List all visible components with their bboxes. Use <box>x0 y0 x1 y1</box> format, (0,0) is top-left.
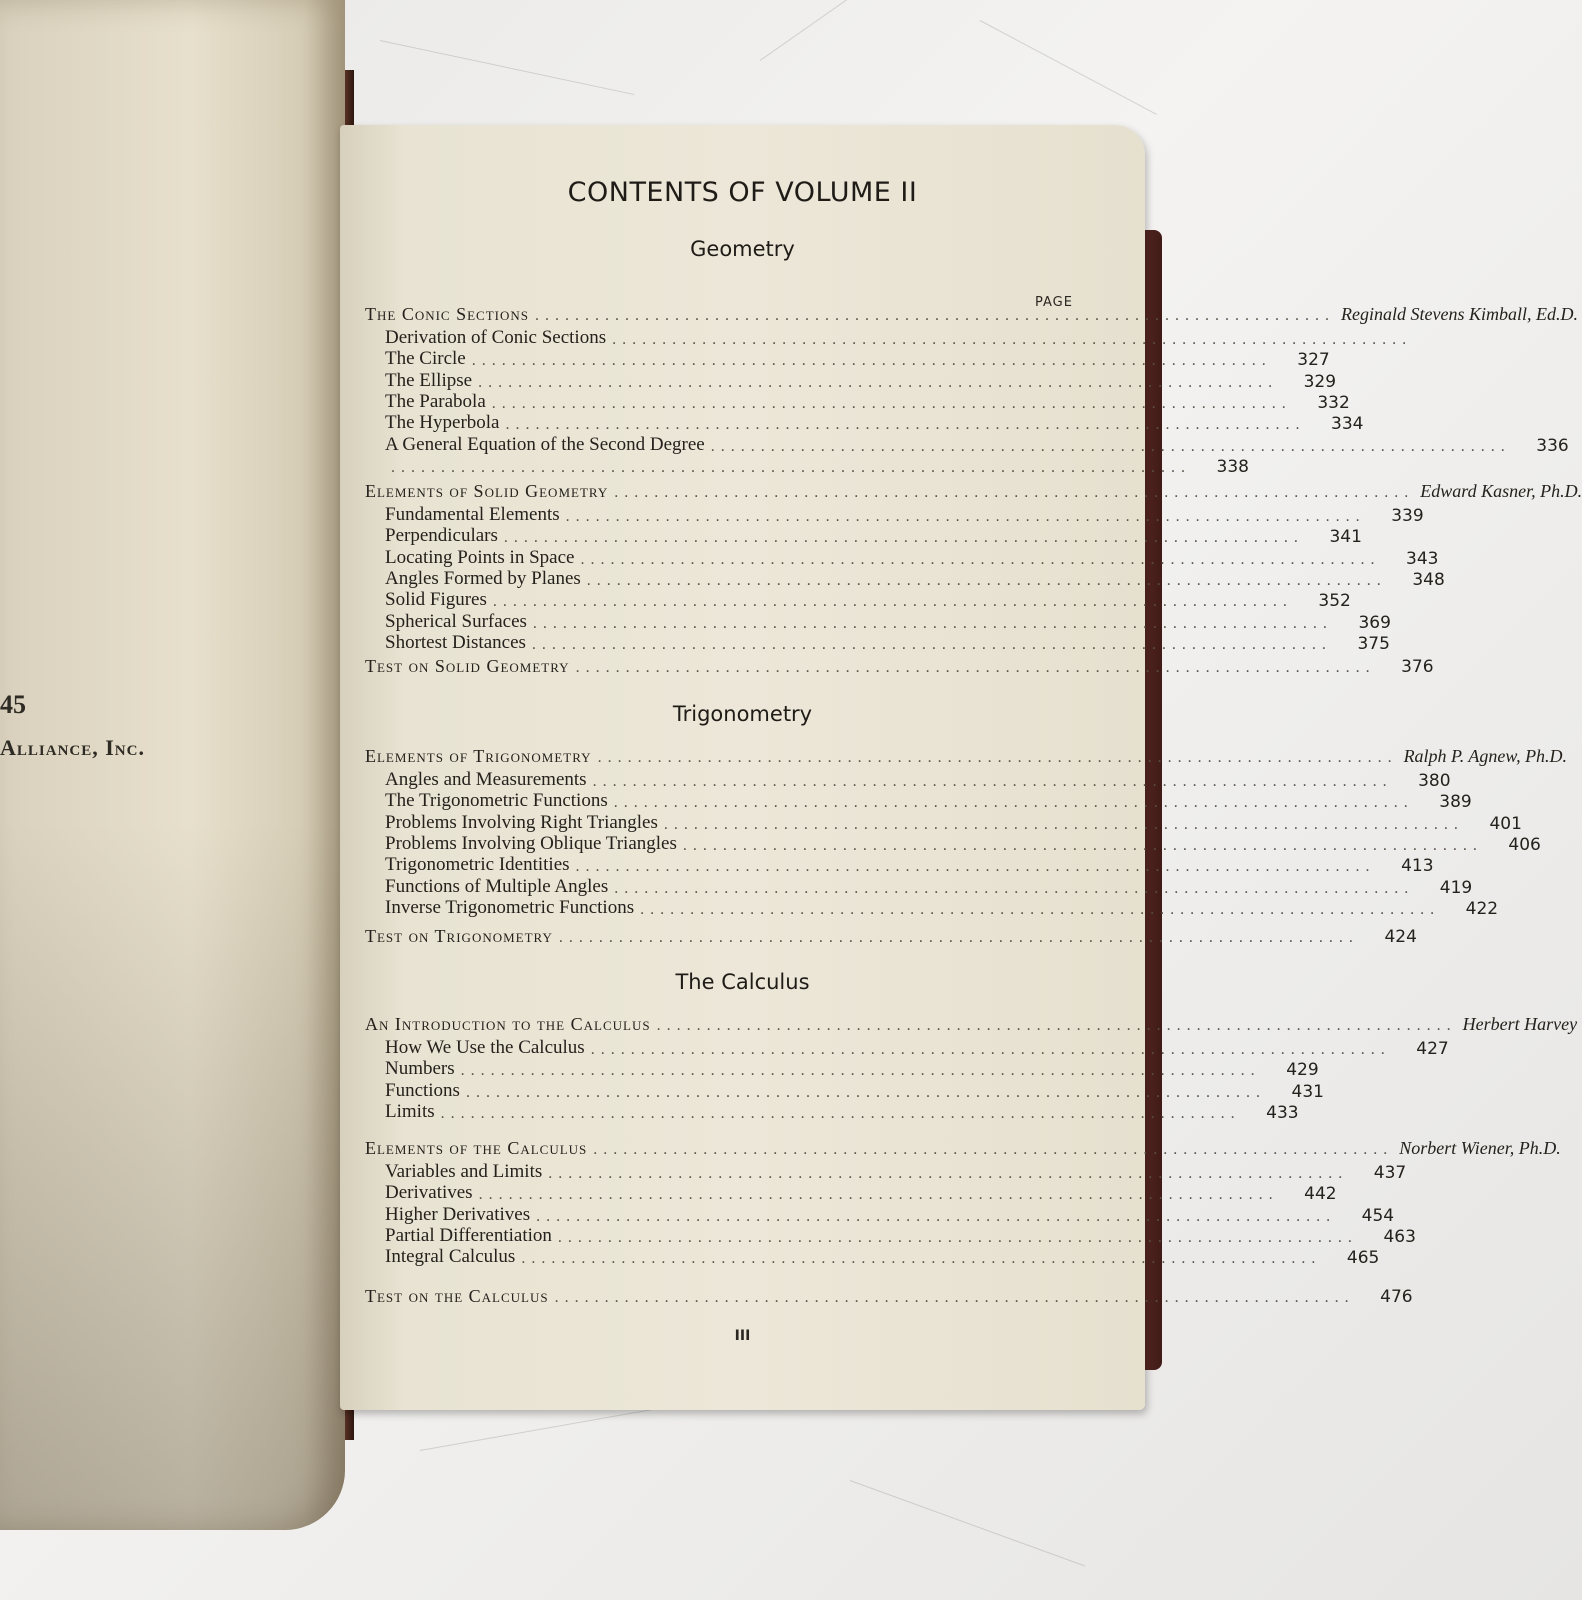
dot-leader: ................................................................................ <box>505 416 1306 434</box>
left-page-year: 45 <box>0 690 26 719</box>
marble-vein <box>980 20 1157 115</box>
entry-label: The Trigonometric Functions <box>385 790 608 812</box>
toc-entry <box>385 854 1434 877</box>
dot-leader: ................................................................................ <box>590 1041 1391 1058</box>
entry-label: Functions <box>385 1079 460 1101</box>
entry-label: The Circle <box>385 348 466 370</box>
dot-leader: ................................................................................ <box>440 1104 1241 1122</box>
entry-page-number: 380 <box>1418 771 1451 791</box>
chapter-author: Ralph P. Agnew, Ph.D. <box>1403 746 1568 766</box>
chapter-row <box>365 1137 1561 1159</box>
entry-page-number: 401 <box>1489 813 1522 834</box>
entry-page-number: 465 <box>1346 1248 1380 1269</box>
dot-leader: ................................................................................ <box>531 635 1332 653</box>
toc-entry <box>385 525 1362 548</box>
chapter-author: Edward Kasner, Ph.D. <box>1420 481 1582 501</box>
section-heading: Trigonometry <box>672 702 813 726</box>
toc-entry <box>385 1037 1449 1059</box>
dot-leader: ................................................................................ <box>575 659 1376 676</box>
dot-leader: ................................................................................ <box>460 1062 1261 1080</box>
dot-leader: ................................................................................ <box>612 331 1413 348</box>
entry-page-number: 431 <box>1291 1081 1324 1102</box>
test-row <box>365 1285 1413 1307</box>
toc-entry <box>385 455 1249 477</box>
toc-entry <box>385 390 1350 413</box>
entry-page-number: 352 <box>1318 591 1351 612</box>
entry-label: Angles Formed by Planes <box>385 567 581 589</box>
entry-label: The Ellipse <box>385 369 473 391</box>
entry-label: Derivation of Conic Sections <box>385 327 607 348</box>
entry-label: Locating Points in Space <box>385 546 575 568</box>
toc-entry <box>385 504 1424 526</box>
entry-label: Functions of Multiple Angles <box>385 875 609 897</box>
section-heading: The Calculus <box>675 970 810 994</box>
test-page-number: 476 <box>1380 1287 1413 1307</box>
toc-entry <box>385 1161 1407 1183</box>
page-folio: III <box>734 1328 751 1344</box>
entry-page-number: 327 <box>1297 350 1330 371</box>
entry-page-number: 429 <box>1286 1060 1319 1081</box>
entry-page-number: 406 <box>1508 834 1541 855</box>
test-title: Test on the Calculus <box>365 1286 549 1306</box>
entry-label: Problems Involving Oblique Triangles <box>385 832 677 854</box>
toc-entry <box>385 412 1364 435</box>
dot-leader: ................................................................................ <box>580 550 1381 568</box>
chapter-row <box>365 1013 1578 1035</box>
entry-page-number: 336 <box>1536 435 1569 456</box>
entry-label: Trigonometric Identities <box>385 854 570 876</box>
entry-label: A General Equation of the Second Degree <box>385 433 705 455</box>
entry-label: The Parabola <box>385 390 486 412</box>
toc-entry <box>385 1058 1319 1081</box>
entry-page-number: 338 <box>1216 456 1249 477</box>
entry-label: Fundamental Elements <box>385 504 560 525</box>
dot-leader: ................................................................................ <box>565 508 1366 525</box>
marble-vein <box>850 1480 1085 1566</box>
entry-page-number: 419 <box>1439 877 1473 898</box>
entry-page-number: 433 <box>1266 1102 1299 1123</box>
dot-leader: ................................................................................ <box>471 352 1272 370</box>
entry-label: Derivatives <box>385 1182 473 1204</box>
entry-page-number: 375 <box>1357 633 1390 654</box>
chapter-title: An Introduction to the Calculus <box>365 1014 651 1034</box>
entry-page-number: 329 <box>1303 371 1337 392</box>
entry-page-number: 454 <box>1361 1205 1395 1226</box>
entry-label: Spherical Surfaces <box>385 610 527 632</box>
entry-label: Numbers <box>385 1058 455 1080</box>
toc-entry <box>385 567 1445 590</box>
entry-label: Inverse Trigonometric Functions <box>385 896 635 918</box>
entry-page-number: 442 <box>1304 1184 1337 1205</box>
entry-page-number: 437 <box>1373 1163 1407 1183</box>
entry-page-number: 343 <box>1406 548 1439 569</box>
chapter-title: Elements of the Calculus <box>365 1138 588 1158</box>
toc-entry <box>385 832 1541 855</box>
entry-label: Problems Involving Right Triangles <box>385 811 658 833</box>
dot-leader: ................................................................................ <box>613 794 1414 812</box>
test-row <box>365 925 1417 947</box>
test-page-number: 424 <box>1384 927 1417 947</box>
entry-page-number: 334 <box>1331 414 1364 435</box>
contents-page <box>340 125 1582 1410</box>
dot-leader: ................................................................................ <box>614 484 1415 501</box>
entry-label: Perpendiculars <box>385 525 498 547</box>
toc-entry <box>385 369 1337 392</box>
chapter-row <box>365 480 1582 502</box>
chapter-author: Reginald Stevens Kimball, Ed.D. <box>1341 304 1578 324</box>
dot-leader: ................................................................................ <box>592 773 1393 790</box>
entry-label: Angles and Measurements <box>385 769 587 790</box>
dot-leader: ................................................................................ <box>663 815 1464 833</box>
entry-page-number: 332 <box>1317 392 1350 413</box>
dot-leader: ................................................................................ <box>521 1250 1322 1268</box>
dot-leader: ................................................................................ <box>535 307 1336 324</box>
entry-label: Integral Calculus <box>385 1246 516 1268</box>
toc-entry <box>385 769 1451 791</box>
toc-entry <box>385 348 1330 371</box>
dot-leader: ................................................................................ <box>554 1289 1355 1306</box>
dot-leader: ................................................................................ <box>656 1017 1457 1034</box>
left-page-publisher: Alliance, Inc. <box>0 735 145 760</box>
test-title: Test on Trigonometry <box>365 926 553 946</box>
chapter-title: Elements of Trigonometry <box>365 746 592 766</box>
chapter-title: The Conic Sections <box>365 304 530 324</box>
section-heading: Geometry <box>690 237 795 261</box>
dot-leader: ................................................................................ <box>614 879 1415 897</box>
toc-entry <box>385 610 1391 633</box>
chapter-author: Herbert Harvey <box>1462 1014 1578 1034</box>
page-title: CONTENTS OF VOLUME II <box>567 177 918 208</box>
dot-leader: ................................................................................ <box>575 858 1376 876</box>
dot-leader: ................................................................................ <box>532 614 1333 632</box>
toc-entry <box>385 589 1351 612</box>
dot-leader: ................................................................................ <box>391 458 1191 476</box>
dot-leader: ................................................................................ <box>478 373 1279 391</box>
entry-page-number: 348 <box>1412 569 1445 590</box>
page-shadow <box>0 820 345 1530</box>
toc-entry <box>385 1100 1299 1123</box>
entry-page-number: 369 <box>1358 612 1391 633</box>
entry-label: Partial Differentiation <box>385 1224 552 1246</box>
toc-entry <box>385 896 1499 919</box>
dot-leader: ................................................................................ <box>682 836 1483 854</box>
test-page-number: 376 <box>1401 657 1434 677</box>
entry-page-number: 427 <box>1416 1039 1449 1059</box>
page-column-label: PAGE <box>1035 295 1073 310</box>
chapter-row <box>365 303 1578 325</box>
toc-entry <box>385 790 1472 813</box>
entry-page-number: 339 <box>1391 506 1424 526</box>
entry-label: Solid Figures <box>385 589 487 611</box>
entry-page-number: 341 <box>1329 527 1362 548</box>
toc-entry <box>385 1224 1416 1247</box>
dot-leader: ................................................................................ <box>548 1165 1349 1182</box>
dot-leader: ................................................................................ <box>557 1228 1358 1246</box>
entry-label: Variables and Limits <box>385 1161 543 1182</box>
left-page <box>0 0 345 1530</box>
toc-entry <box>385 1079 1324 1102</box>
toc-entry <box>385 875 1473 898</box>
marble-vein <box>380 40 635 95</box>
entry-label: The Hyperbola <box>385 412 500 434</box>
entry-page-number: 422 <box>1465 898 1499 919</box>
dot-leader: ................................................................................ <box>558 929 1359 946</box>
toc-entry <box>385 1246 1380 1269</box>
toc-entry <box>385 327 1413 349</box>
dot-leader: ................................................................................ <box>536 1207 1337 1225</box>
toc-entry <box>385 1182 1337 1205</box>
dot-leader: ................................................................................ <box>492 593 1293 611</box>
entry-label: Shortest Distances <box>385 631 526 653</box>
entry-label: How We Use the Calculus <box>385 1037 585 1058</box>
dot-leader: ................................................................................ <box>465 1083 1266 1101</box>
toc-entry <box>385 1203 1395 1226</box>
dot-leader: ................................................................................ <box>640 900 1441 918</box>
dot-leader: ................................................................................ <box>503 529 1304 547</box>
test-title: Test on Solid Geometry <box>365 656 570 676</box>
chapter-author: Norbert Wiener, Ph.D. <box>1399 1138 1561 1158</box>
toc-entry <box>385 546 1439 569</box>
test-row <box>365 655 1434 677</box>
toc-entry <box>385 811 1522 834</box>
dot-leader: ................................................................................ <box>478 1186 1279 1204</box>
entry-label: Higher Derivatives <box>385 1203 531 1225</box>
dot-leader: ................................................................................ <box>586 571 1387 589</box>
dot-leader: ................................................................................ <box>593 1141 1394 1158</box>
chapter-row <box>365 745 1568 767</box>
dot-leader: ................................................................................ <box>597 749 1398 766</box>
entry-page-number: 413 <box>1401 856 1434 877</box>
dot-leader: ................................................................................ <box>491 394 1292 412</box>
chapter-title: Elements of Solid Geometry <box>365 481 609 501</box>
toc-entry <box>385 631 1390 654</box>
entry-page-number: 389 <box>1439 792 1472 813</box>
marble-vein <box>760 0 908 61</box>
toc-entry <box>385 433 1569 456</box>
entry-label: Limits <box>385 1100 435 1122</box>
dot-leader: ................................................................................ <box>710 437 1511 455</box>
entry-page-number: 463 <box>1383 1226 1416 1247</box>
